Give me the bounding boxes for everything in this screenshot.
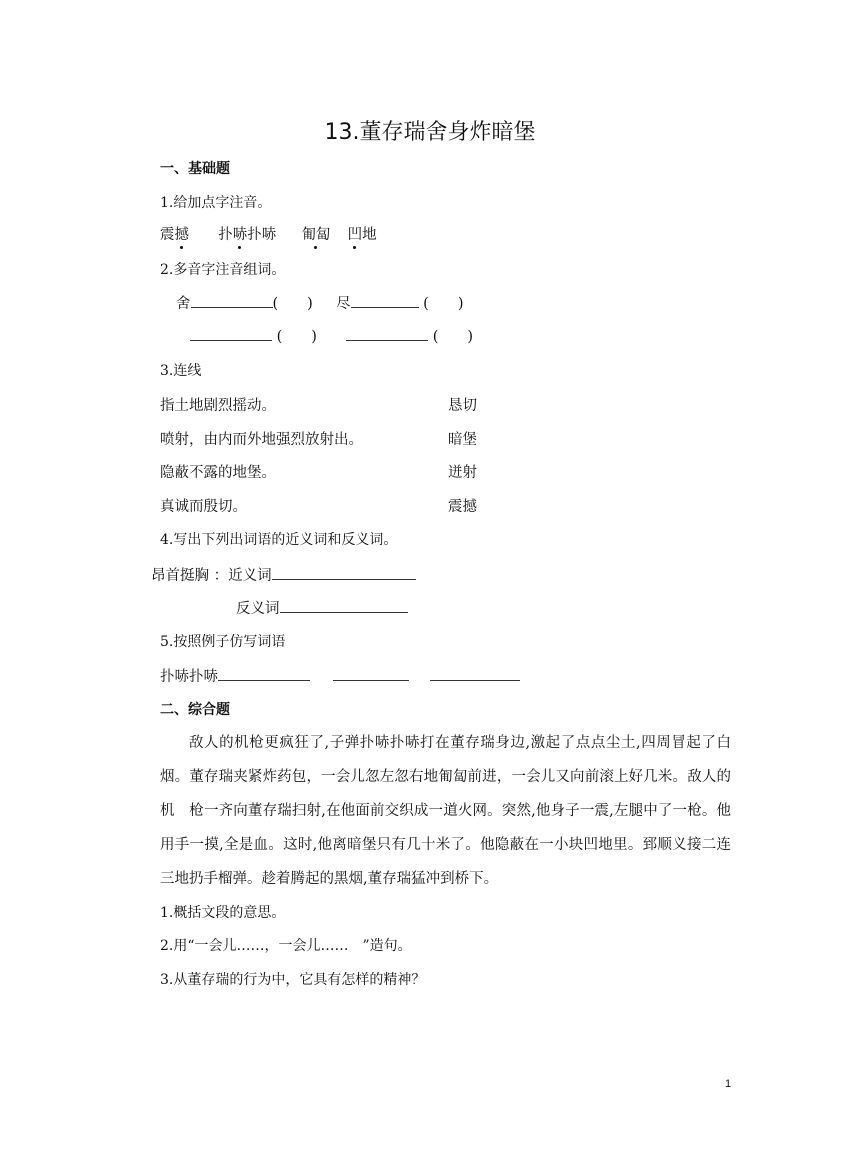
page-number: 1 — [725, 1078, 732, 1090]
question-1-prompt: 1.给加点字注音。 — [160, 195, 272, 211]
page-title: 13.董存瑞舍身炸暗堡 — [324, 120, 536, 145]
match-left-item[interactable]: 喷射，由内而外地强烈放射出。 — [160, 432, 363, 448]
antonym-label: 反义词 — [236, 601, 280, 617]
antonym-row — [236, 597, 408, 618]
pinyin-blank[interactable] — [351, 293, 419, 308]
imitation-row — [160, 665, 520, 686]
section-heading-basic: 一、基础题 — [160, 161, 230, 177]
word-puchi: 扑哧扑哧 — [218, 227, 276, 243]
target-word: 昂首挺胸 — [151, 568, 209, 584]
example-word: 扑哧扑哧 — [160, 669, 218, 685]
polyphone-row-1 — [176, 292, 463, 313]
antonym-blank[interactable] — [280, 598, 408, 613]
word-paren[interactable]: ( ) — [272, 296, 313, 312]
synonym-blank[interactable] — [272, 565, 416, 580]
word-aodi: 凹地 — [348, 227, 377, 243]
word-zhenhan: 震撼 — [160, 227, 189, 243]
question-1-words — [160, 223, 377, 244]
polyphone-char-jin: 尽 — [336, 296, 351, 312]
answer-blank[interactable] — [333, 666, 409, 681]
pinyin-blank[interactable] — [191, 293, 273, 308]
match-left-item[interactable]: 隐蔽不露的地堡。 — [160, 465, 276, 481]
question-2-prompt: 2.多音字注音组词。 — [160, 262, 286, 278]
synonym-row: 昂首挺胸 ：近义词 — [151, 564, 416, 585]
comprehension-question: 3.从董存瑞的行为中，它具有怎样的精神？ — [160, 972, 426, 988]
word-paren[interactable]: ( ) — [432, 329, 474, 345]
synonym-label: 近义词 — [228, 568, 272, 584]
match-right-item[interactable]: 暗堡 — [448, 432, 477, 448]
match-right-item[interactable]: 震撼 — [448, 499, 477, 515]
answer-blank[interactable] — [430, 666, 520, 681]
comprehension-question: 2.用“一会儿……，一会儿…… ”造句。 — [160, 938, 412, 954]
word-paren[interactable]: ( ) — [423, 296, 464, 312]
polyphone-char-she: 舍 — [176, 296, 191, 312]
question-4-prompt: 4.写出下列出词语的近义词和反义词。 — [160, 532, 398, 548]
word-pufu: 匍匐 — [301, 227, 330, 243]
polyphone-row-2 — [190, 325, 473, 346]
match-right-item[interactable]: 恳切 — [448, 398, 477, 414]
comprehension-question: 1.概括文段的意思。 — [160, 905, 286, 921]
pinyin-blank[interactable] — [346, 326, 428, 341]
pinyin-blank[interactable] — [190, 326, 272, 341]
match-left-item[interactable]: 真诚而殷切。 — [160, 499, 247, 515]
match-right-item[interactable]: 迸射 — [448, 465, 477, 481]
question-3-prompt: 3.连线 — [160, 363, 202, 379]
answer-blank[interactable] — [218, 666, 310, 681]
match-left-item[interactable]: 指土地剧烈摇动。 — [160, 398, 276, 414]
question-5-prompt: 5.按照例子仿写词语 — [160, 634, 286, 650]
word-paren[interactable]: ( ) — [276, 329, 317, 345]
section-heading-comprehensive: 二、综合题 — [160, 702, 230, 718]
reading-passage: 敌人的机枪更疯狂了,子弹扑哧扑哧打在董存瑞身边,激起了点点尘土,四周冒起了白烟。董存瑞夹紧炸药包，一会儿忽左忽右地匍匐前进，一会儿又向前滚上好几米。敌人的机 枪一齐向董存瑞扫射,在他面前交织成一道火网。突然,他身子一震,左腿中了一枪。他用手一摸,全是血。这时,他离暗堡只有几十米了。他隐蔽在一小块凹地里。郅顺义接二连三地扔手榴弹。趁着腾起的黑烟,董存瑞猛冲到桥下。 — [160, 735, 731, 887]
